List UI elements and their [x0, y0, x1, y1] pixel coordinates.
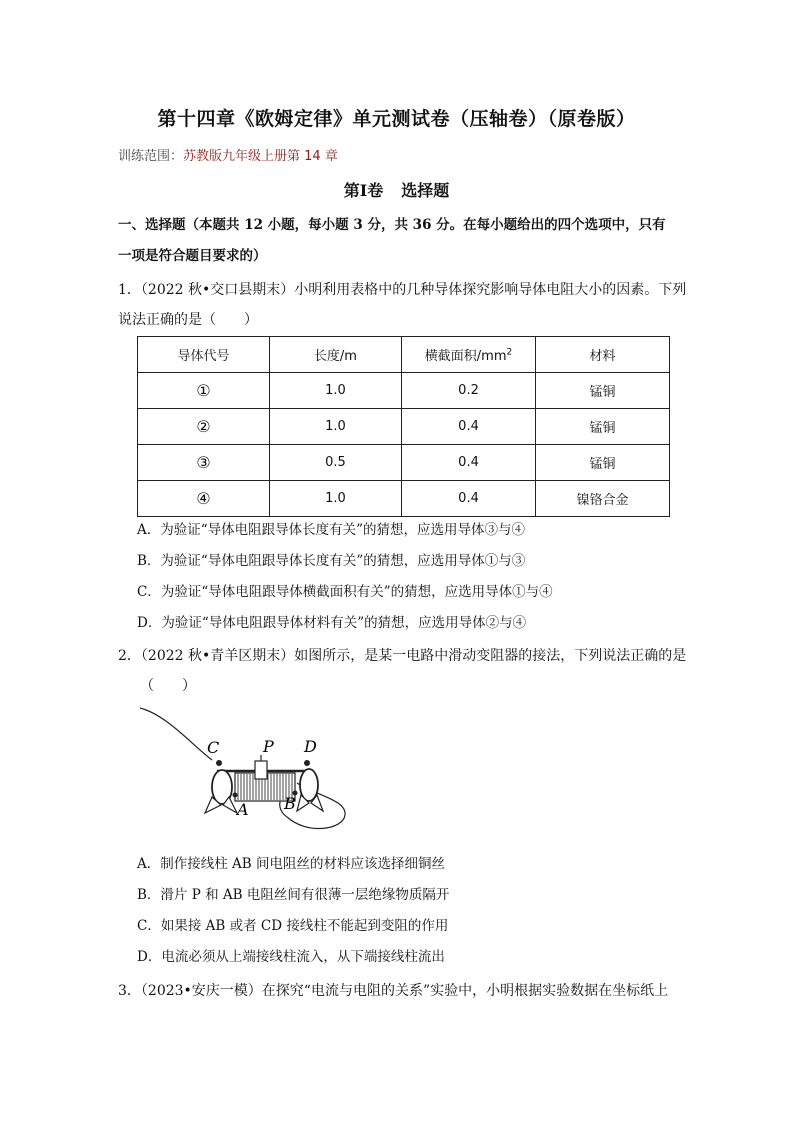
q1-stem-line-1: 1．（2022 秋•交口县期末）小明利用表格中的几种导体探究影响导体电阻大小的因素。下列 — [118, 282, 687, 298]
table-cell: 锰铜 — [536, 373, 670, 409]
section-name: 选择题 — [401, 181, 450, 200]
table-row — [138, 445, 670, 481]
table-row — [138, 373, 670, 409]
terminal-d — [304, 760, 310, 766]
table-cell: 0.5 — [269, 445, 401, 481]
table-cell: 1.0 — [269, 481, 401, 517]
conductor-table — [137, 336, 670, 517]
terminal-c — [216, 760, 222, 766]
q3-stem-line-1: 3．（2023•安庆一模）在探究“电流与电阻的关系”实验中，小明根据实验数据在坐标纸上 — [118, 983, 669, 999]
table-header — [401, 337, 535, 373]
page-title: 第十四章《欧姆定律》单元测试卷（压轴卷）（原卷版） — [157, 108, 636, 130]
terminal-a — [233, 793, 238, 798]
q2-option-a: A．制作接线柱 AB 间电阻丝的材料应该选择细铜丝 — [137, 856, 446, 872]
wire-top-left — [140, 708, 212, 760]
section-heading — [0, 178, 793, 201]
training-range-label: 训练范围： — [118, 149, 184, 164]
q2-stem-line-2: （ ） — [140, 678, 196, 694]
label-a: A — [237, 800, 249, 819]
slider-p — [255, 761, 267, 779]
instructions-line-1: 一、选择题（本题共 12 小题，每小题 3 分，共 36 分。在每小题给出的四个选项中，只有 — [118, 217, 666, 233]
table-cell: 0.4 — [401, 409, 535, 445]
q2-stem-line-1: 2．（2022 秋•青羊区期末）如图所示，是某一电路中滑动变阻器的接法，下列说法正确的是 — [118, 648, 687, 664]
table-cell: 锰铜 — [536, 409, 670, 445]
table-cell: 1.0 — [269, 373, 401, 409]
q2-option-b: B．滑片 P 和 AB 电阻丝间有很薄一层绝缘物质隔开 — [137, 887, 450, 903]
table-cell: ① — [138, 373, 270, 409]
q1-option-d: D．为验证“导体电阻跟导体材料有关”的猜想，应选用导体②与④ — [137, 615, 527, 631]
table-cell: ③ — [138, 445, 270, 481]
section-part: 第Ⅰ卷 — [343, 181, 384, 200]
table-cell: 锰铜 — [536, 445, 670, 481]
rheostat-figure — [137, 705, 352, 845]
q1-option-a: A．为验证“导体电阻跟导体长度有关”的猜想，应选用导体③与④ — [137, 522, 526, 538]
table-cell: 1.0 — [269, 409, 401, 445]
label-d: D — [304, 737, 317, 756]
training-range-value: 苏教版九年级上册第 14 章 — [183, 149, 338, 164]
table-cell: 镍铬合金 — [536, 481, 670, 517]
training-range — [118, 145, 338, 164]
table-cell: ② — [138, 409, 270, 445]
table-cell: ④ — [138, 481, 270, 517]
instructions-line-2: 一项是符合题目要求的） — [118, 248, 267, 264]
label-c: C — [207, 738, 220, 757]
table-header: 材料 — [536, 337, 670, 373]
q1-option-b: B．为验证“导体电阻跟导体长度有关”的猜想，应选用导体①与③ — [137, 553, 526, 569]
table-cell: 0.2 — [401, 373, 535, 409]
q1-stem-line-2: 说法正确的是（ ） — [118, 312, 258, 328]
table-header: 导体代号 — [138, 337, 270, 373]
table-row — [138, 409, 670, 445]
label-p: P — [263, 737, 274, 756]
q2-option-d: D．电流必须从上端接线柱流入，从下端接线柱流出 — [137, 949, 445, 965]
table-header-sup: 2 — [506, 347, 513, 358]
q1-option-c: C．为验证“导体电阻跟导体横截面积有关”的猜想，应选用导体①与④ — [137, 584, 553, 600]
table-cell: 0.4 — [401, 445, 535, 481]
label-b: B — [284, 794, 296, 813]
table-header-text: 横截面积/mm — [424, 349, 507, 364]
table-header: 长度/m — [269, 337, 401, 373]
table-cell: 0.4 — [401, 481, 535, 517]
table-header-row — [138, 337, 670, 373]
q2-option-c: C．如果接 AB 或者 CD 接线柱不能起到变阻的作用 — [137, 918, 449, 934]
table-row — [138, 481, 670, 517]
